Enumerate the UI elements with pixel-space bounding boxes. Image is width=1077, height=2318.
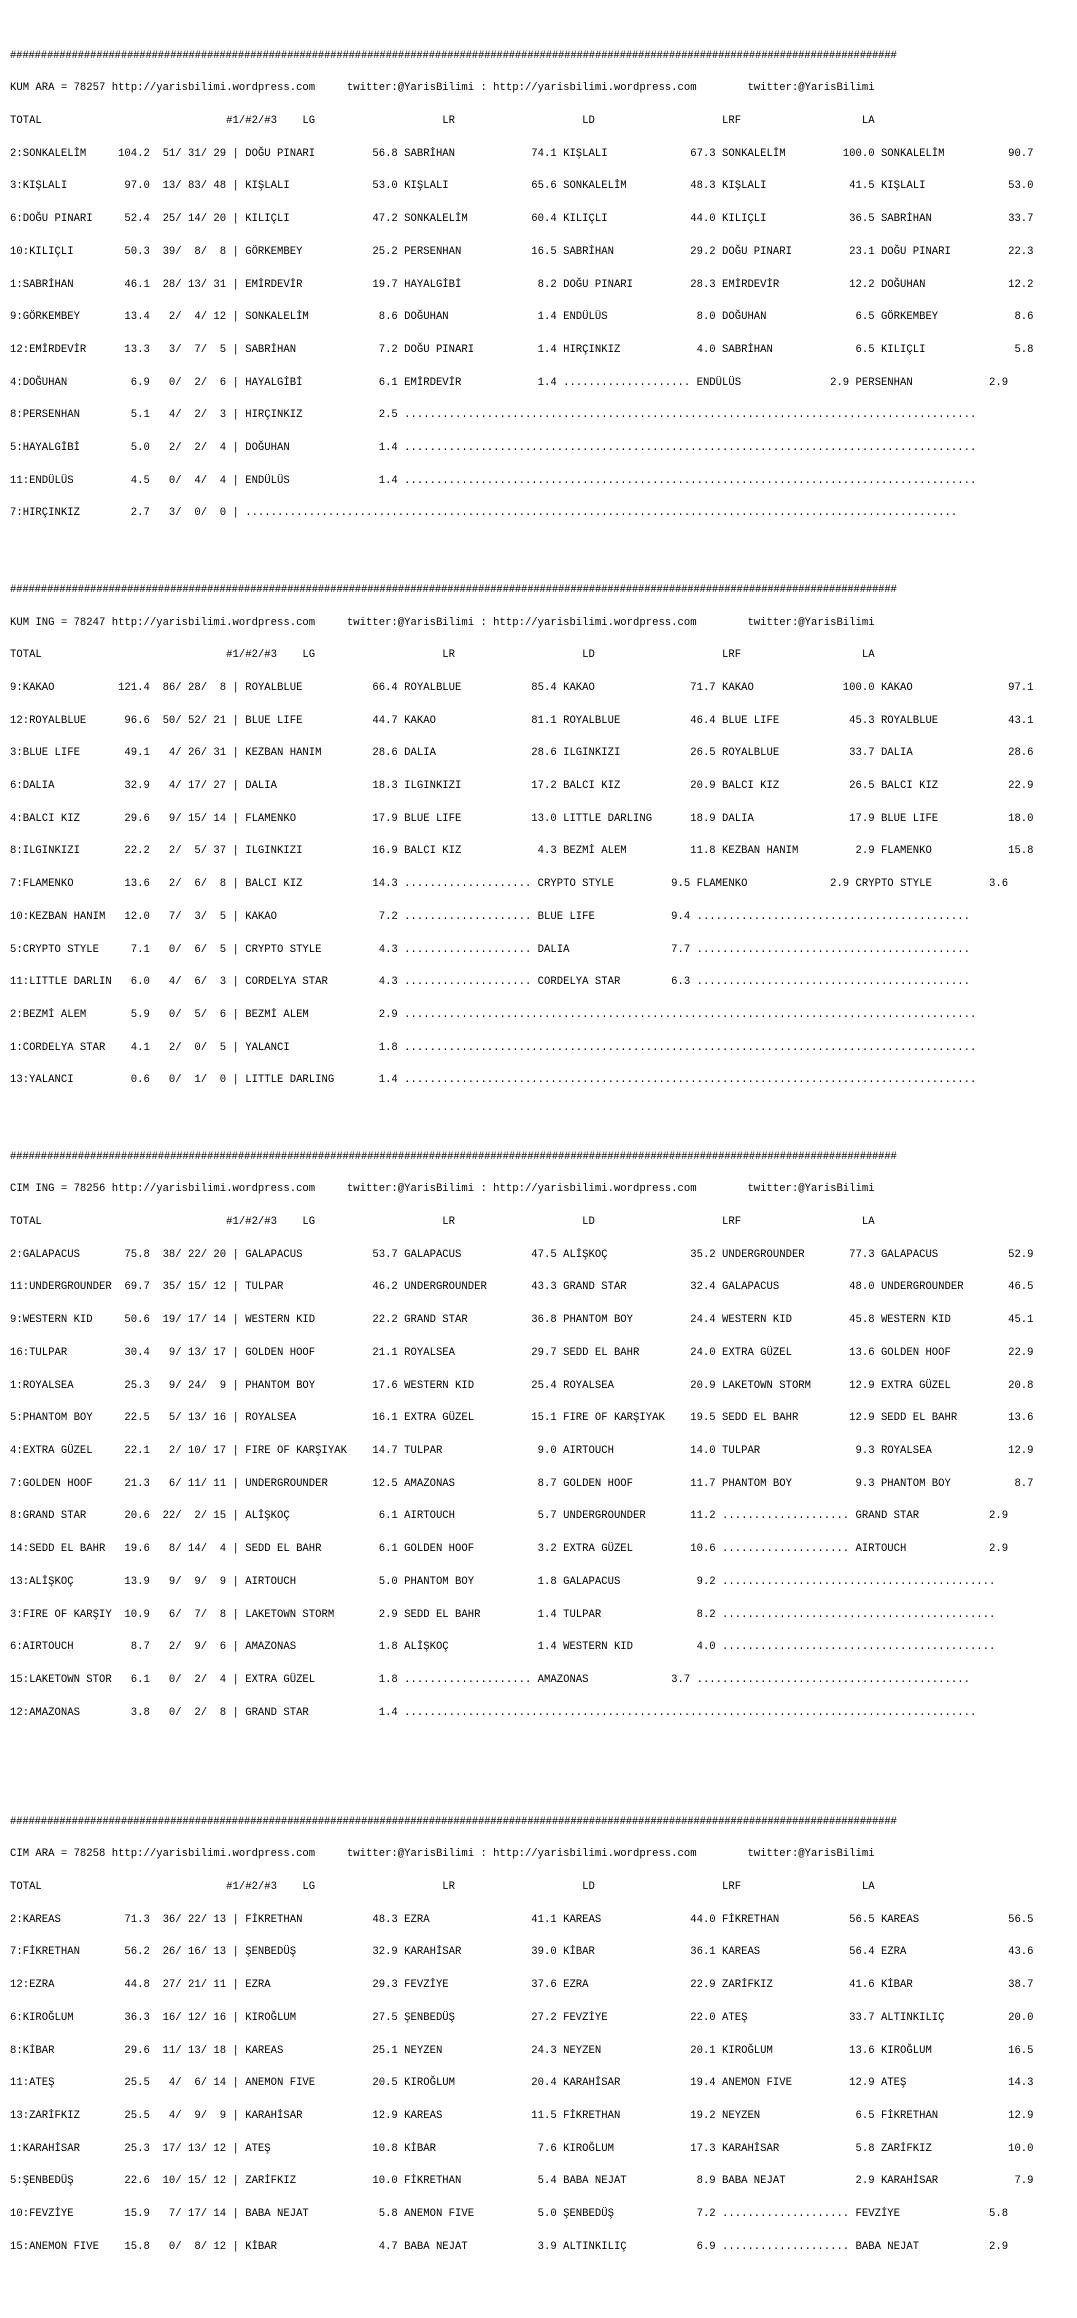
column-header: TOTAL #1/#2/#3 LG LR LD LRF LA [10, 1881, 875, 1894]
table-row: 11:LITTLE DARLIN 6.0 4/ 6/ 3 | CORDELYA STAR 4.3 .................... CORDELYA STAR 6.3 ........................................... [10, 976, 970, 989]
table-row: 9:WESTERN KID 50.6 19/ 17/ 14 | WESTERN KID 22.2 GRAND STAR 36.8 PHANTOM BOY 24.4 WESTERN KID 45.8 WESTERN KID 45.1 [10, 1314, 1034, 1327]
column-header: TOTAL #1/#2/#3 LG LR LD LRF LA [10, 1216, 875, 1229]
table-row: 10:FEVZİYE 15.9 7/ 17/ 14 | BABA NEJAT 5.8 ANEMON FIVE 5.0 ŞENBEDÜŞ 7.2 .................... FEVZİYE 5.8 [10, 2208, 1009, 2221]
table-row: 9:GÖRKEMBEY 13.4 2/ 4/ 12 | SONKALELİM 8.6 DOĞUHAN 1.4 ENDÜLÜS 8.0 DOĞUHAN 6.5 GÖRKEMBEY 8.6 [10, 311, 1034, 324]
table-row: 1:KARAHİSAR 25.3 17/ 13/ 12 | ATEŞ 10.8 KİBAR 7.6 KIROĞLUM 17.3 KARAHİSAR 5.8 ZARİFKIZ 10.0 [10, 2142, 1034, 2155]
table-row: 6:DOĞU PINARI 52.4 25/ 14/ 20 | KILIÇLI 47.2 SONKALELİM 60.4 KILIÇLI 44.0 KILIÇLI 36.5 SABRİHAN 33.7 [10, 213, 1034, 226]
race-header: KUM ARA = 78257 http://yarisbilimi.wordpress.com twitter:@YarisBilimi : http://yarisbilimi.wordpress.com twitter:@YarisBilimi [10, 82, 875, 95]
table-row: 9:KAKAO 121.4 86/ 28/ 8 | ROYALBLUE 66.4 ROYALBLUE 85.4 KAKAO 71.7 KAKAO 100.0 KAKAO 97.1 [10, 681, 1034, 694]
table-row: 6:AIRTOUCH 8.7 2/ 9/ 6 | AMAZONAS 1.8 ALİŞKOÇ 1.4 WESTERN KID 4.0 ........................................... [10, 1641, 996, 1654]
table-row: 6:DALIA 32.9 4/ 17/ 27 | DALIA 18.3 ILGINKIZI 17.2 BALCI KIZ 20.9 BALCI KIZ 26.5 BALCI KIZ 22.9 [10, 780, 1034, 793]
table-row: 11:UNDERGROUNDER 69.7 35/ 15/ 12 | TULPAR 46.2 UNDERGROUNDER 43.3 GRAND STAR 32.4 GALAPACUS 48.0 UNDERGROUNDER 46.5 [10, 1281, 1034, 1294]
table-row: 8:ILGINKIZI 22.2 2/ 5/ 37 | ILGINKIZI 16.9 BALCI KIZ 4.3 BEZMİ ALEM 11.8 KEZBAN HANIM 2.9 FLAMENKO 15.8 [10, 845, 1034, 858]
table-row: 8:GRAND STAR 20.6 22/ 2/ 15 | ALİŞKOÇ 6.1 AIRTOUCH 5.7 UNDERGROUNDER 11.2 .................... GRAND STAR 2.9 [10, 1510, 1009, 1523]
table-row: 2:GALAPACUS 75.8 38/ 22/ 20 | GALAPACUS 53.7 GALAPACUS 47.5 ALİŞKOÇ 35.2 UNDERGROUNDER 77.3 GALAPACUS 52.9 [10, 1248, 1034, 1261]
table-row: 16:TULPAR 30.4 9/ 13/ 17 | GOLDEN HOOF 21.1 ROYALSEA 29.7 SEDD EL BAHR 24.0 EXTRA GÜZEL 13.6 GOLDEN HOOF 22.9 [10, 1346, 1034, 1359]
table-row: 12:EMİRDEVİR 13.3 3/ 7/ 5 | SABRİHAN 7.2 DOĞU PINARI 1.4 HIRÇINKIZ 4.0 SABRİHAN 6.5 KILIÇLI 5.8 [10, 343, 1034, 356]
table-row: 7:FİKRETHAN 56.2 26/ 16/ 13 | ŞENBEDÜŞ 32.9 KARAHİSAR 39.0 KİBAR 36.1 KAREAS 56.4 EZRA 43.6 [10, 1946, 1034, 1959]
table-row: 7:HIRÇINKIZ 2.7 3/ 0/ 0 | ................................................................................................................ [10, 507, 958, 520]
section-kum-ing [10, 563, 1077, 1108]
table-row: 6:KIROĞLUM 36.3 16/ 12/ 16 | KIROĞLUM 27.5 ŞENBEDÜŞ 27.2 FEVZİYE 22.0 ATEŞ 33.7 ALTINKILIÇ 20.0 [10, 2011, 1034, 2024]
table-row: 13:ALİŞKOÇ 13.9 9/ 9/ 9 | AIRTOUCH 5.0 PHANTOM BOY 1.8 GALAPACUS 9.2 ........................................... [10, 1575, 996, 1588]
separator-line: ################################################################################################################################################ [10, 1815, 897, 1828]
column-header: TOTAL #1/#2/#3 LG LR LD LRF LA [10, 649, 875, 662]
table-row: 13:YALANCI 0.6 0/ 1/ 0 | LITTLE DARLING 1.4 .......................................................................................... [10, 1074, 977, 1087]
separator-line: ################################################################################################################################################ [10, 583, 897, 596]
race-header: CIM ING = 78256 http://yarisbilimi.wordpress.com twitter:@YarisBilimi : http://yarisbilimi.wordpress.com twitter:@YarisBilimi [10, 1183, 875, 1196]
table-row: 4:BALCI KIZ 29.6 9/ 15/ 14 | FLAMENKO 17.9 BLUE LIFE 13.0 LITTLE DARLING 18.9 DALIA 17.9 BLUE LIFE 18.0 [10, 812, 1034, 825]
section-kum-ara [10, 29, 1077, 541]
section-cim-ing [10, 1130, 1077, 1773]
table-row: 2:SONKALELİM 104.2 51/ 31/ 29 | DOĞU PINARI 56.8 SABRİHAN 74.1 KIŞLALI 67.3 SONKALELİM 100.0 SONKALELİM 90.7 [10, 147, 1034, 160]
table-row: 1:SABRİHAN 46.1 28/ 13/ 31 | EMİRDEVİR 19.7 HAYALGİBİ 8.2 DOĞU PINARI 28.3 EMİRDEVİR 12.2 DOĞUHAN 12.2 [10, 278, 1034, 291]
table-row: 12:AMAZONAS 3.8 0/ 2/ 8 | GRAND STAR 1.4 .......................................................................................... [10, 1706, 977, 1719]
table-row: 13:ZARİFKIZ 25.5 4/ 9/ 9 | KARAHİSAR 12.9 KAREAS 11.5 FİKRETHAN 19.2 NEYZEN 6.5 FİKRETHAN 12.9 [10, 2109, 1034, 2122]
table-row [10, 1740, 1077, 1751]
race-header: KUM ING = 78247 http://yarisbilimi.wordpress.com twitter:@YarisBilimi : http://yarisbilimi.wordpress.com twitter:@YarisBilimi [10, 616, 875, 629]
table-row: 3:FIRE OF KARŞIY 10.9 6/ 7/ 8 | LAKETOWN STORM 2.9 SEDD EL BAHR 1.4 TULPAR 8.2 ........................................... [10, 1608, 996, 1621]
table-row [10, 2275, 1077, 2286]
table-row: 1:ROYALSEA 25.3 9/ 24/ 9 | PHANTOM BOY 17.6 WESTERN KID 25.4 ROYALSEA 20.9 LAKETOWN STORM 12.9 EXTRA GÜZEL 20.8 [10, 1379, 1034, 1392]
table-row: 15:ANEMON FIVE 15.8 0/ 8/ 12 | KİBAR 4.7 BABA NEJAT 3.9 ALTINKILIÇ 6.9 .................... BABA NEJAT 2.9 [10, 2240, 1009, 2253]
table-row: 3:BLUE LIFE 49.1 4/ 26/ 31 | KEZBAN HANIM 28.6 DALIA 28.6 ILGINKIZI 26.5 ROYALBLUE 33.7 DALIA 28.6 [10, 747, 1034, 760]
race-header: CIM ARA = 78258 http://yarisbilimi.wordpress.com twitter:@YarisBilimi : http://yarisbilimi.wordpress.com twitter:@YarisBilimi [10, 1848, 875, 1861]
table-row: 7:GOLDEN HOOF 21.3 6/ 11/ 11 | UNDERGROUNDER 12.5 AMAZONAS 8.7 GOLDEN HOOF 11.7 PHANTOM BOY 9.3 PHANTOM BOY 8.7 [10, 1477, 1034, 1490]
table-row: 11:ATEŞ 25.5 4/ 6/ 14 | ANEMON FIVE 20.5 KIROĞLUM 20.4 KARAHİSAR 19.4 ANEMON FIVE 12.9 ATEŞ 14.3 [10, 2077, 1034, 2090]
table-row: 14:SEDD EL BAHR 19.6 8/ 14/ 4 | SEDD EL BAHR 6.1 GOLDEN HOOF 3.2 EXTRA GÜZEL 10.6 .................... AIRTOUCH 2.9 [10, 1543, 1009, 1556]
table-row: 11:ENDÜLÜS 4.5 0/ 4/ 4 | ENDÜLÜS 1.4 .......................................................................................... [10, 474, 977, 487]
separator-line: ################################################################################################################################################ [10, 1150, 897, 1163]
table-row: 8:PERSENHAN 5.1 4/ 2/ 3 | HIRÇINKIZ 2.5 .......................................................................................... [10, 409, 977, 422]
separator-line: ################################################################################################################################################ [10, 49, 897, 62]
table-row: 12:EZRA 44.8 27/ 21/ 11 | EZRA 29.3 FEVZİYE 37.6 EZRA 22.9 ZARİFKIZ 41.6 KİBAR 38.7 [10, 1979, 1034, 1992]
table-row: 1:CORDELYA STAR 4.1 2/ 0/ 5 | YALANCI 1.8 .......................................................................................... [10, 1041, 977, 1054]
table-row: 2:BEZMİ ALEM 5.9 0/ 5/ 6 | BEZMİ ALEM 2.9 .......................................................................................... [10, 1008, 977, 1021]
table-row: 2:KAREAS 71.3 36/ 22/ 13 | FİKRETHAN 48.3 EZRA 41.1 KAREAS 44.0 FİKRETHAN 56.5 KAREAS 56.5 [10, 1913, 1034, 1926]
table-row: 5:ŞENBEDÜŞ 22.6 10/ 15/ 12 | ZARİFKIZ 10.0 FİKRETHAN 5.4 BABA NEJAT 8.9 BABA NEJAT 2.9 KARAHİSAR 7.9 [10, 2175, 1034, 2188]
table-row: 5:HAYALGİBİ 5.0 2/ 2/ 4 | DOĞUHAN 1.4 .......................................................................................... [10, 442, 977, 455]
table-row: 12:ROYALBLUE 96.6 50/ 52/ 21 | BLUE LIFE 44.7 KAKAO 81.1 ROYALBLUE 46.4 BLUE LIFE 45.3 ROYALBLUE 43.1 [10, 714, 1034, 727]
table-row: 4:EXTRA GÜZEL 22.1 2/ 10/ 17 | FIRE OF KARŞIYAK 14.7 TULPAR 9.0 AIRTOUCH 14.0 TULPAR 9.3 ROYALSEA 12.9 [10, 1445, 1034, 1457]
table-row: 4:DOĞUHAN 6.9 0/ 2/ 6 | HAYALGİBİ 6.1 EMİRDEVİR 1.4 .................... ENDÜLÜS 2.9 PERSENHAN 2.9 [10, 376, 1009, 389]
table-row: 3:KIŞLALI 97.0 13/ 83/ 48 | KIŞLALI 53.0 KIŞLALI 65.6 SONKALELİM 48.3 KIŞLALI 41.5 KIŞLALI 53.0 [10, 180, 1034, 193]
table-row: 10:KEZBAN HANIM 12.0 7/ 3/ 5 | KAKAO 7.2 .................... BLUE LIFE 9.4 ........................................... [10, 910, 970, 923]
table-row: 5:CRYPTO STYLE 7.1 0/ 6/ 5 | CRYPTO STYLE 4.3 .................... DALIA 7.7 ........................................... [10, 943, 970, 956]
table-row: 7:FLAMENKO 13.6 2/ 6/ 8 | BALCI KIZ 14.3 .................... CRYPTO STYLE 9.5 FLAMENKO 2.9 CRYPTO STYLE 3.6 [10, 878, 1009, 891]
table-row: 8:KİBAR 29.6 11/ 13/ 18 | KAREAS 25.1 NEYZEN 24.3 NEYZEN 20.1 KIROĞLUM 13.6 KIROĞLUM 16.5 [10, 2044, 1034, 2057]
section-cim-ara [10, 1795, 1077, 2307]
column-header: TOTAL #1/#2/#3 LG LR LD LRF LA [10, 115, 875, 128]
table-row: 10:KILIÇLI 50.3 39/ 8/ 8 | GÖRKEMBEY 25.2 PERSENHAN 16.5 SABRİHAN 29.2 DOĞU PINARI 23.1 DOĞU PINARI 22.3 [10, 245, 1034, 258]
table-row: 5:PHANTOM BOY 22.5 5/ 13/ 16 | ROYALSEA 16.1 EXTRA GÜZEL 15.1 FIRE OF KARŞIYAK 19.5 SEDD EL BAHR 12.9 SEDD EL BAHR 13.6 [10, 1412, 1034, 1425]
table-row: 15:LAKETOWN STOR 6.1 0/ 2/ 4 | EXTRA GÜZEL 1.8 .................... AMAZONAS 3.7 ........................................... [10, 1673, 970, 1686]
